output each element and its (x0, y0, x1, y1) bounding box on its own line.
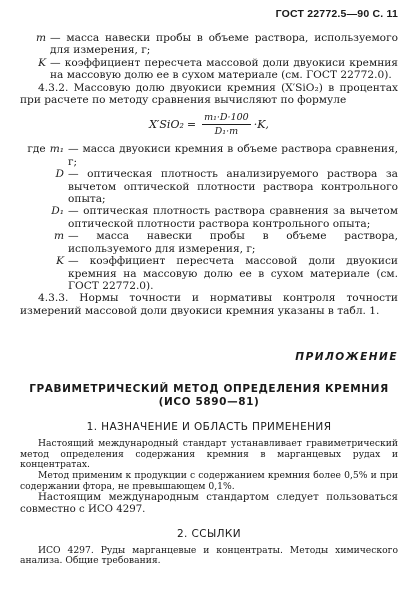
symbol (20, 143, 68, 168)
definition-text: — оптическая плотность анализируемого раствора за вычетом оптической плотности раствора контрольного опыта; (68, 168, 398, 206)
definition-text: — масса навески пробы в объеме раствора, используемого для измерения, г; (50, 32, 398, 57)
paragraph-4-3-3: 4.3.3. Нормы точности и нормативы контроля точности измерений массовой доли двуокиси кремния указаны в табл. 1. (20, 292, 398, 317)
section-1-paragraph: Метод применим к продукции с содержанием кремния более 0,5% и при содержании фтора, не превышающем 0,1%. (20, 469, 398, 492)
formula-fraction (202, 112, 251, 137)
appendix-title-line2: (ИСО 5890—81) (158, 396, 260, 409)
section-1-paragraph: Настоящим международным стандартом следует пользоваться совместно с ИСО 4297. (20, 492, 398, 515)
definition-item (20, 205, 398, 230)
appendix-label: ПРИЛОЖЕНИЕ (295, 351, 398, 364)
formula-tail: ·K, (253, 118, 269, 132)
appendix-title-line1: ГРАВИМЕТРИЧЕСКИЙ МЕТОД ОПРЕДЕЛЕНИЯ КРЕМНИЯ (29, 383, 389, 396)
definition-text: — коэффициент пересчета массовой доли двуокиси кремния на массовую долю ее в сухом материале (см. ГОСТ 22772.0). (68, 255, 398, 292)
definition-text: — масса навески пробы в объеме раствора, используемого для измерения, г; (68, 230, 398, 255)
symbol: m (53, 230, 64, 243)
definition-item (20, 255, 398, 292)
definition-text: — масса двуокиси кремния в объеме раствора сравнения, г; (68, 143, 398, 168)
definition-item (20, 32, 398, 57)
section-2-paragraph: ИСО 4297. Руды марганцевые и концентраты. Методы химического анализа. Общие требования. (20, 544, 398, 567)
formula-numerator: m₁·D·100 (204, 112, 249, 124)
definition-item (20, 230, 398, 255)
symbol-text: m₁ (49, 143, 64, 156)
where-word: где (27, 143, 46, 156)
formula-lhs: X′SiO₂ (149, 118, 184, 132)
definition-item (20, 168, 398, 205)
symbol: m (35, 32, 46, 44)
definition-text: — оптическая плотность раствора сравнения за вычетом оптической плотности раствора контрольного опыта; (68, 205, 398, 230)
symbol: K (56, 255, 64, 268)
definition-item (20, 57, 398, 82)
formula-denominator: D₁·m (214, 126, 239, 138)
section-1-paragraph: Настоящий международный стандарт устанавливает гравиметрический метод определения содержания кремния в марганцевых рудах и концентратах. (20, 438, 398, 471)
definitions-top (20, 32, 398, 82)
section-1-title: 1. НАЗНАЧЕНИЕ И ОБЛАСТЬ ПРИМЕНЕНИЯ (86, 421, 332, 434)
definitions-where (20, 143, 398, 292)
appendix-title (20, 383, 398, 409)
formula (20, 112, 398, 137)
definition-item (20, 143, 398, 168)
paragraph-4-3-2: 4.3.2. Массовую долю двуокиси кремния (X′SiO₂) в процентах при расчете по методу сравнения вычисляют по формуле (20, 81, 398, 107)
symbol: K (38, 56, 46, 69)
page-header: ГОСТ 22772.5—90 С. 11 (275, 8, 398, 20)
definition-text: — коэффициент пересчета массовой доли двуокиси кремния на массовую долю ее в сухом материале (см. ГОСТ 22772.0). (50, 56, 398, 82)
symbol: D (55, 168, 64, 181)
section-2-title: 2. ССЫЛКИ (176, 527, 242, 540)
symbol: D₁ (51, 205, 64, 218)
formula-equals: = (186, 118, 197, 132)
